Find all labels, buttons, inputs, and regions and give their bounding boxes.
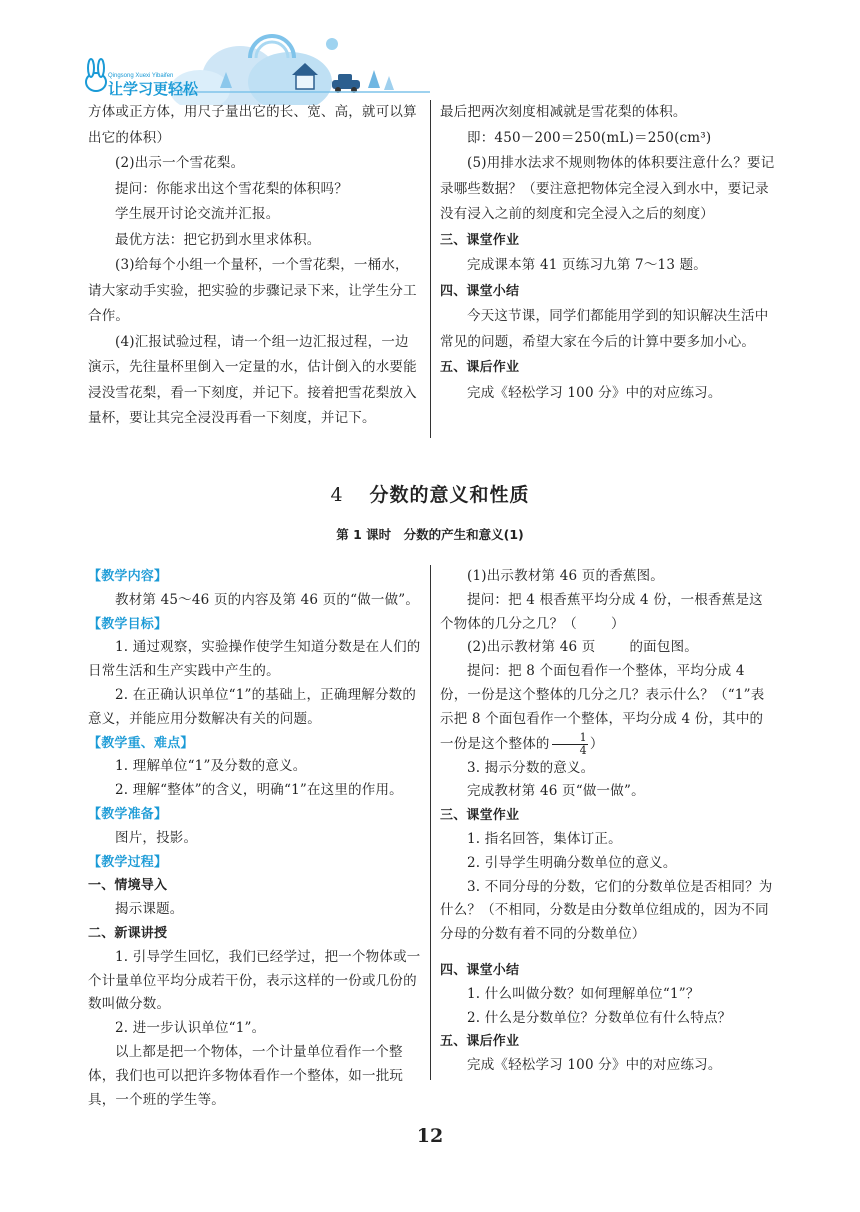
paragraph: (3)给每个小组一个量杯，一个雪花梨，一桶水，请大家动手实验，把实验的步骤记录下来，让学生分工合作。 [88, 257, 417, 324]
section-heading: 二、新课讲授 [88, 925, 168, 941]
paragraph: 2. 理解“整体”的含义，明确“1”在这里的作用。 [115, 782, 403, 799]
paragraph: 1. 理解单位“1”及分数的意义。 [115, 758, 307, 775]
paragraph: 最优方法：把它扔到水里求体积。 [115, 231, 321, 248]
paragraph: 教材第 45～46 页的内容及第 46 页的“做一做”。 [115, 591, 420, 608]
fraction-one-quarter [552, 732, 588, 757]
paragraph: 2. 进一步认识单位“1”。 [115, 1020, 266, 1037]
paragraph: 2. 在正确认识单位“1”的基础上，正确理解分数的意义，并能应用分数解决有关的问题。 [88, 686, 417, 727]
paragraph: 2. 引导学生明确分数单位的意义。 [467, 854, 677, 871]
top-left-column [88, 100, 418, 432]
paragraph [440, 589, 775, 637]
paragraph: 提问：你能求出这个雪花梨的体积吗？ [115, 180, 348, 197]
paragraph [440, 660, 775, 756]
logo-text: 让学习更轻松 [108, 80, 199, 98]
paragraph: 完成《轻松学习 100 分》中的对应练习。 [467, 1057, 722, 1074]
section-heading: 五、课后作业 [440, 1034, 520, 1050]
section-tag: 【教学过程】 [88, 854, 168, 870]
paragraph: (4)汇报试验过程，请一个组一边汇报过程，一边演示，先往量杯里倒入一定量的水，估计倒入的水要能浸没雪花梨，看一下刻度，并记下。接着把雪花梨放入量杯，要让其完全浸没再看一下刻度，并记下。 [88, 333, 417, 426]
paragraph: (5)用排水法求不规则物体的体积要注意什么？要记录哪些数据？（要注意把物体完全浸入到水中，要记录没有浸入之前的刻度和完全浸入之后的刻度） [440, 155, 775, 222]
question-text: 提问：把 8 个面包看作一个整体，平均分成 4 份，一份是这个整体的几分之几？表示什么？（“1”表示把 8 个面包看作一个整体，平均分成 4 份，其中的一份是这个整体的 [440, 663, 765, 752]
closing-paren: ） [589, 735, 604, 752]
section-tag: 【教学内容】 [88, 569, 168, 584]
paragraph: 揭示课题。 [115, 901, 184, 918]
paragraph: 图片，投影。 [115, 829, 198, 846]
paragraph: 3. 揭示分数的意义。 [467, 759, 595, 776]
section-heading: 三、课堂作业 [440, 808, 520, 824]
question-text: 提问：把 4 根香蕉平均分成 4 份，一根香蕉是这个物体的几分之几？（ [440, 591, 763, 632]
bottom-left-column [88, 565, 423, 1112]
section-heading: 三、课堂作业 [440, 232, 520, 248]
logo-pinyin: Qingsong Xuexi Yibaifen [108, 73, 174, 79]
rabbit-icon [86, 59, 106, 91]
fraction-numerator: 1 [552, 732, 588, 745]
paragraph: 1. 指名回答，集体订正。 [467, 830, 622, 847]
section-heading: 四、课堂小结 [440, 283, 520, 299]
lesson-title: 第 1 课时 分数的产生和意义(1) [336, 527, 524, 542]
paragraph: 2. 什么是分数单位？分数单位有什么特点？ [467, 1009, 732, 1026]
column-divider [430, 100, 431, 438]
section-tag: 【教学目标】 [88, 616, 168, 632]
paragraph: 3. 不同分母的分数，它们的分数单位是否相同？为什么？（不相同，分数是由分数单位组成的，因为不同分母的分数有着不同的分数单位） [440, 878, 773, 943]
section-heading: 四、课堂小结 [440, 962, 520, 978]
paragraph: 完成教材第 46 页“做一做”。 [467, 783, 645, 800]
paragraph: (1)出示教材第 46 页的香蕉图。 [467, 568, 664, 584]
paragraph [440, 636, 775, 660]
paragraph: 今天这节课，同学们都能用学到的知识解决生活中常见的问题，希望大家在今后的计算中要多加小心。 [440, 308, 769, 350]
paragraph: 即：450－200＝250(mL)＝250(cm³) [467, 129, 712, 146]
paragraph: 方体或正方体，用尺子量出它的长、宽、高，就可以算出它的体积） [88, 104, 417, 146]
closing-paren: ） [611, 615, 625, 632]
fraction-denominator: 4 [579, 743, 587, 757]
page-number: 12 [416, 1125, 444, 1147]
chapter-number: 4 [330, 484, 344, 506]
step-text: 的面包图。 [629, 639, 698, 656]
section-heading: 一、情境导入 [88, 878, 168, 894]
top-right-column [440, 100, 775, 406]
bottom-right-column [440, 565, 775, 1078]
section-heading: 五、课后作业 [440, 360, 520, 375]
paragraph: (2)出示一个雪花梨。 [115, 155, 245, 171]
section-tag: 【教学重、难点】 [88, 735, 194, 751]
car-icon [332, 74, 360, 93]
header-logo [70, 30, 450, 105]
paragraph: 1. 什么叫做分数？如何理解单位“1”？ [467, 985, 700, 1002]
section-tag: 【教学准备】 [88, 806, 168, 822]
paragraph: 最后把两次刻度相减就是雪花梨的体积。 [440, 104, 687, 120]
column-divider [430, 565, 431, 1080]
paragraph: 完成《轻松学习 100 分》中的对应练习。 [467, 384, 722, 401]
paragraph: 以上都是把一个物体，一个计量单位看作一个整体，我们也可以把许多物体看作一个整体，如一批玩具，一个班的学生等。 [88, 1043, 404, 1108]
paragraph: 学生展开讨论交流并汇报。 [115, 206, 280, 222]
paragraph: 1. 通过观察，实验操作使学生知道分数是在人们的日常生活和生产实践中产生的。 [88, 639, 421, 680]
chapter-name: 分数的意义和性质 [369, 484, 530, 506]
paragraph: 1. 引导学生回忆，我们已经学过，把一个物体或一个计量单位平均分成若干份，表示这样的一份或几份的数叫做分数。 [88, 948, 421, 1013]
paragraph: 完成课本第 41 页练习九第 7～13 题。 [467, 257, 708, 273]
step-text: (2)出示教材第 46 页 [467, 639, 596, 656]
chapter-title [0, 480, 860, 507]
